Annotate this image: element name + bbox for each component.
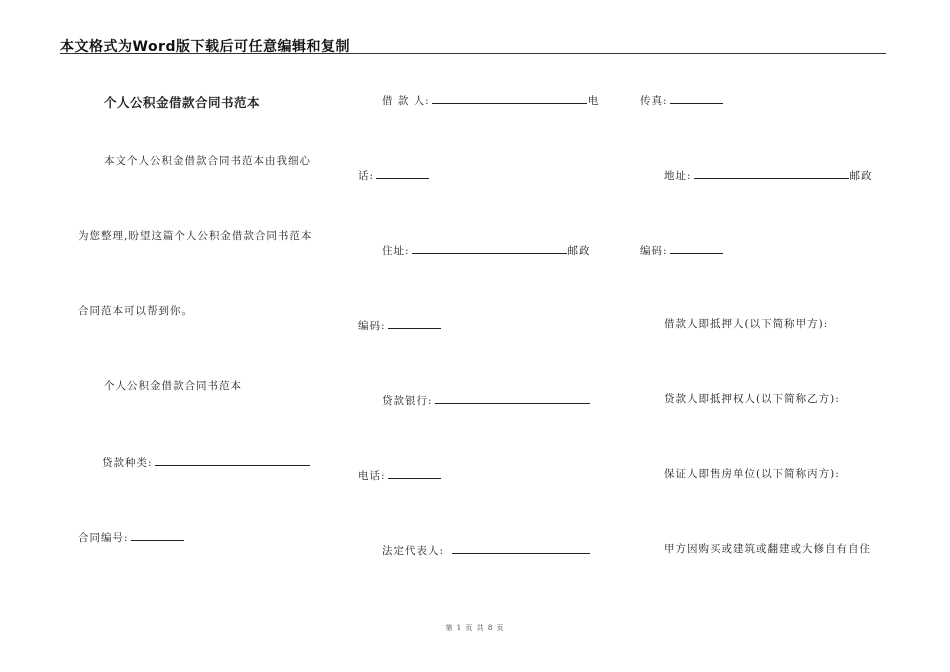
legal-rep-blank — [452, 543, 590, 554]
lender-bank-line — [382, 393, 591, 407]
contract-no-line — [78, 530, 185, 544]
party-c-definition: 保证人即售房单位(以下简称丙方): — [664, 468, 840, 480]
intro-line-2: 为您整理,盼望这篇个人公积金借款合同书范本 — [78, 230, 313, 242]
fax-line — [640, 93, 724, 107]
lender-postcode-line — [640, 243, 724, 257]
lender-bank-label: 贷款银行: — [382, 395, 433, 407]
lender-address-blank — [694, 168, 849, 179]
intro-line-1: 本文个人公积金借款合同书范本由我细心 — [104, 155, 311, 167]
borrower-address-label: 住址: — [382, 245, 410, 257]
page-number: 第 1 页 共 8 页 — [445, 624, 505, 632]
borrower-address-blank — [412, 243, 567, 254]
page-header-title: 本文格式为Word版下载后可任意编辑和复制 — [60, 39, 350, 55]
borrower-phone-line — [358, 168, 430, 182]
borrower-line — [382, 93, 599, 107]
clause-opening: 甲方因购买或建筑或翻建或大修自有自住 — [664, 543, 871, 555]
borrower-postcode-label: 编码: — [358, 320, 386, 332]
header-divider — [60, 53, 886, 54]
lender-postcode-label-start: 邮政 — [849, 170, 873, 182]
borrower-phone-label-end: 话: — [358, 170, 375, 182]
document-title: 个人公积金借款合同书范本 — [104, 95, 261, 110]
borrower-blank — [432, 93, 587, 104]
contract-subtitle: 个人公积金借款合同书范本 — [104, 380, 242, 392]
lender-address-line — [664, 168, 873, 182]
intro-line-3: 合同范本可以帮到你。 — [78, 305, 193, 317]
lender-bank-blank — [435, 393, 590, 404]
loan-type-line — [102, 455, 311, 469]
lender-address-label: 地址: — [664, 170, 692, 182]
party-b-definition: 贷款人即抵押权人(以下简称乙方): — [664, 393, 840, 405]
loan-type-label: 贷款种类: — [102, 457, 153, 469]
fax-label: 传真: — [640, 95, 668, 107]
borrower-address-line — [382, 243, 591, 257]
lender-postcode-blank — [670, 243, 723, 254]
lender-phone-blank — [388, 468, 441, 479]
borrower-phone-label-start: 电 — [587, 95, 600, 107]
borrower-postcode-line — [358, 318, 442, 332]
borrower-postcode-label-start: 邮政 — [567, 245, 591, 257]
contract-no-label: 合同编号: — [78, 532, 129, 544]
party-a-definition: 借款人即抵押人(以下简称甲方): — [664, 318, 829, 330]
lender-postcode-label: 编码: — [640, 245, 668, 257]
legal-rep-line — [382, 543, 591, 557]
lender-phone-label: 电话: — [358, 470, 386, 482]
fax-blank — [670, 93, 723, 104]
borrower-label: 借 款 人: — [382, 95, 430, 107]
borrower-postcode-blank — [388, 318, 441, 329]
legal-rep-label: 法定代表人: — [382, 545, 445, 557]
contract-no-blank — [131, 530, 184, 541]
lender-phone-line — [358, 468, 442, 482]
loan-type-blank — [155, 455, 310, 466]
borrower-phone-blank — [376, 168, 429, 179]
